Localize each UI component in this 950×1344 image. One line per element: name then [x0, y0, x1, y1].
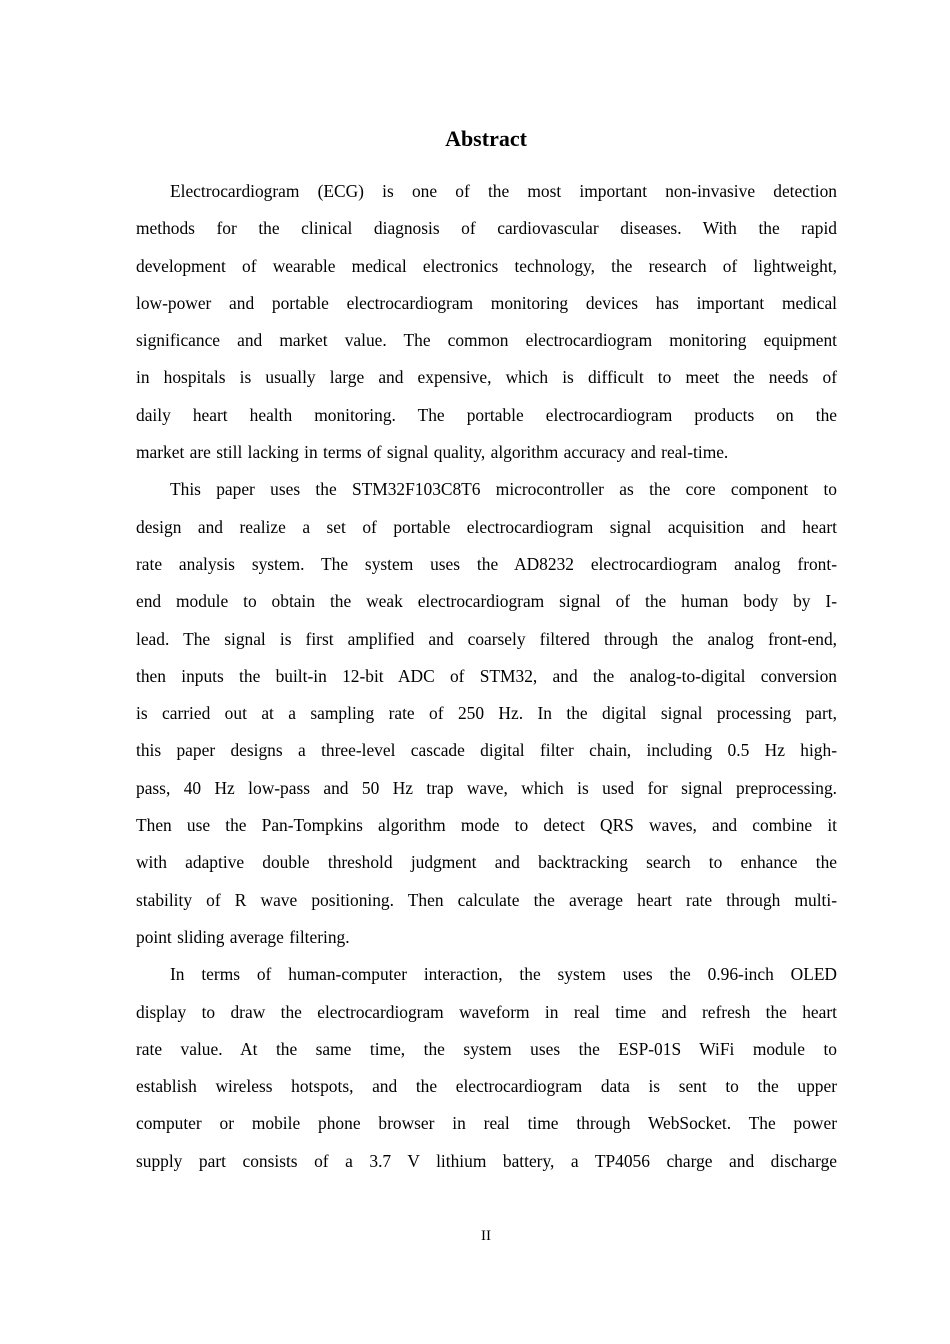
text-line: methods for the clinical diagnosis of cardiovascular diseases. With the rapid — [136, 218, 837, 239]
text-line: design and realize a set of portable electrocardiogram signal acquisition and heart — [136, 516, 837, 537]
text-line: market are still lacking in terms of signal quality, algorithm accuracy and real-time. — [136, 442, 729, 463]
page-number: II — [481, 1228, 491, 1244]
text-line: In terms of human-computer interaction, the system uses the 0.96-inch OLED — [170, 964, 837, 985]
text-line: Electrocardiogram (ECG) is one of the most important non-invasive detection — [170, 181, 837, 201]
abstract-title: Abstract — [445, 126, 527, 151]
text-line: Then use the Pan-Tompkins algorithm mode to detect QRS waves, and combine it — [136, 815, 837, 836]
text-line: daily heart health monitoring. The portable electrocardiogram products on the — [136, 404, 837, 425]
text-line: supply part consists of a 3.7 V lithium battery, a TP4056 charge and discharge — [136, 1150, 837, 1171]
text-line: development of wearable medical electronics technology, the research of lightweight, — [136, 255, 837, 276]
text-line: stability of R wave positioning. Then calculate the average heart rate through multi- — [136, 889, 837, 910]
text-line: then inputs the built-in 12-bit ADC of STM32, and the analog-to-digital conversion — [136, 665, 837, 686]
text-line: pass, 40 Hz low-pass and 50 Hz trap wave, which is used for signal preprocessing. — [136, 777, 837, 798]
text-line: in hospitals is usually large and expensive, which is difficult to meet the needs of — [136, 367, 837, 388]
text-line: lead. The signal is first amplified and coarsely filtered through the analog front-end, — [136, 628, 837, 649]
text-line: rate value. At the same time, the system uses the ESP-01S WiFi module to — [136, 1038, 837, 1059]
text-line: this paper designs a three-level cascade digital filter chain, including 0.5 Hz high- — [136, 740, 837, 761]
text-line: is carried out at a sampling rate of 250 Hz. In the digital signal processing part, — [136, 703, 837, 724]
text-line: computer or mobile phone browser in real time through WebSocket. The power — [136, 1113, 837, 1134]
text-line: with adaptive double threshold judgment and backtracking search to enhance the — [136, 852, 837, 873]
text-line: display to draw the electrocardiogram waveform in real time and refresh the heart — [136, 1001, 837, 1022]
text-line: This paper uses the STM32F103C8T6 microcontroller as the core component to — [170, 479, 837, 500]
text-line: establish wireless hotspots, and the electrocardiogram data is sent to the upper — [136, 1076, 837, 1097]
text-line: point sliding average filtering. — [136, 926, 350, 947]
text-line: end module to obtain the weak electrocardiogram signal of the human body by I- — [136, 591, 837, 612]
text-line: rate analysis system. The system uses the AD8232 electrocardiogram analog front- — [136, 553, 837, 574]
abstract-body — [136, 173, 837, 1180]
text-line: significance and market value. The common electrocardiogram monitoring equipment — [136, 330, 837, 351]
text-line: low-power and portable electrocardiogram monitoring devices has important medical — [136, 292, 837, 313]
